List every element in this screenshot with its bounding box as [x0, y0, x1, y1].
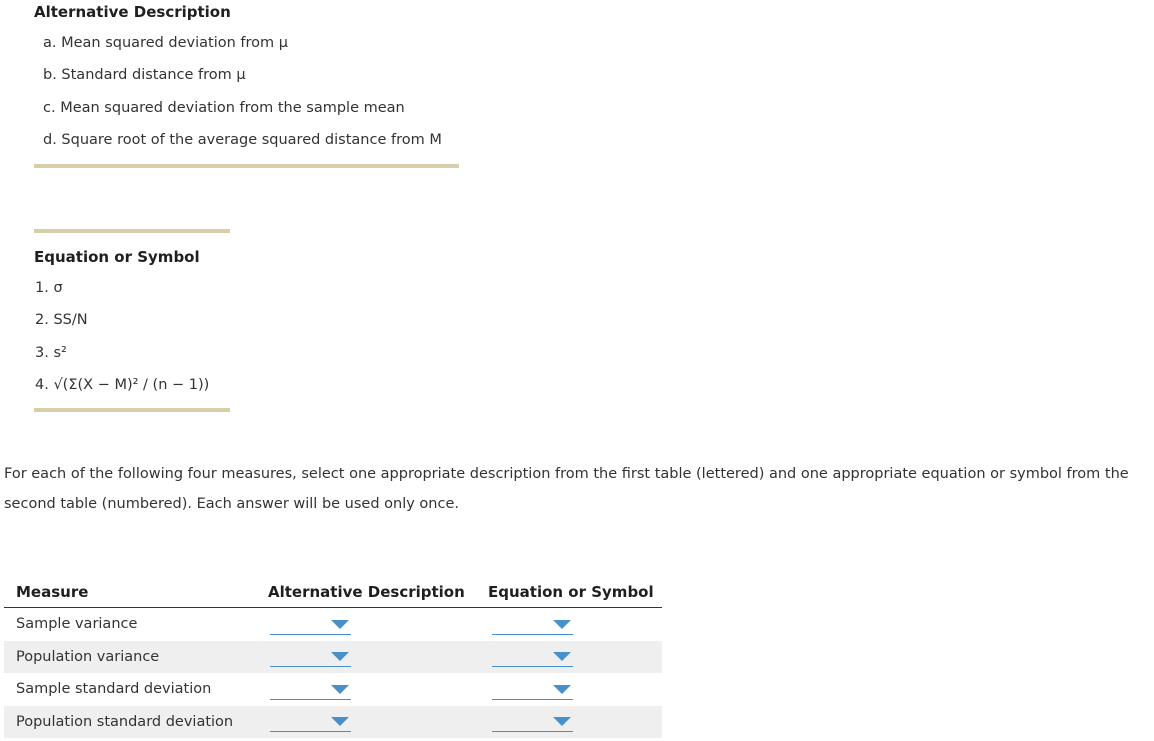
caret-down-icon [331, 685, 349, 694]
caret-down-icon [553, 652, 571, 661]
description-dropdown[interactable] [270, 711, 351, 732]
symbol-dropdown[interactable] [492, 711, 573, 732]
table-row [4, 706, 662, 739]
description-item-d: d. Square root of the average squared distance from M [43, 132, 442, 148]
measure-label: Population standard deviation [4, 706, 254, 739]
description-dropdown[interactable] [270, 646, 351, 667]
measures-table [4, 577, 662, 738]
description-item-b: b. Standard distance from μ [43, 67, 246, 83]
symbol-dropdown[interactable] [492, 614, 573, 635]
symbol-item-1: 1. σ [35, 280, 63, 296]
caret-down-icon [331, 652, 349, 661]
symbols-heading: Equation or Symbol [34, 248, 200, 266]
measure-label: Sample variance [16, 616, 138, 633]
description-item-a: a. Mean squared deviation from μ [43, 35, 289, 51]
description-cell [254, 641, 474, 674]
description-cell [254, 608, 474, 641]
table-row [4, 608, 662, 641]
table-row [4, 641, 662, 674]
caret-down-icon [331, 717, 349, 726]
symbol-cell [474, 706, 662, 739]
caret-down-icon [553, 685, 571, 694]
descriptions-bottom-rule [34, 164, 459, 168]
caret-down-icon [553, 620, 571, 629]
symbol-dropdown[interactable] [492, 646, 573, 667]
symbol-item-4: 4. √(Σ(X − M)² / (n − 1)) [35, 377, 210, 393]
table-row [4, 673, 662, 706]
measures-header-row [4, 577, 662, 608]
descriptions-heading: Alternative Description [34, 3, 231, 21]
measure-label: Population variance [4, 641, 254, 674]
symbol-item-2: 2. SS/N [35, 312, 88, 328]
symbols-bottom-rule [34, 408, 230, 412]
symbol-dropdown[interactable] [492, 679, 573, 700]
symbol-cell [474, 608, 662, 641]
symbols-top-rule [34, 229, 230, 233]
description-item-c: c. Mean squared deviation from the sample mean [43, 100, 405, 116]
caret-down-icon [553, 717, 571, 726]
symbol-item-3: 3. s² [35, 345, 67, 361]
header-equation-or-symbol: Equation or Symbol [474, 577, 662, 608]
instructions-text: For each of the following four measures, select one appropriate description from the first table (lettered) and one appropriate equation or symbol from the second table (numbered). Each answer will be used only once. [4, 466, 1129, 512]
description-cell [254, 706, 474, 739]
header-measure: Measure [4, 577, 254, 608]
description-cell [254, 673, 474, 706]
description-dropdown[interactable] [270, 679, 351, 700]
symbol-cell [474, 641, 662, 674]
symbol-cell [474, 673, 662, 706]
measure-label: Sample standard deviation [16, 681, 212, 698]
header-alternative-description: Alternative Description [254, 577, 474, 608]
caret-down-icon [331, 620, 349, 629]
description-dropdown[interactable] [270, 614, 351, 635]
